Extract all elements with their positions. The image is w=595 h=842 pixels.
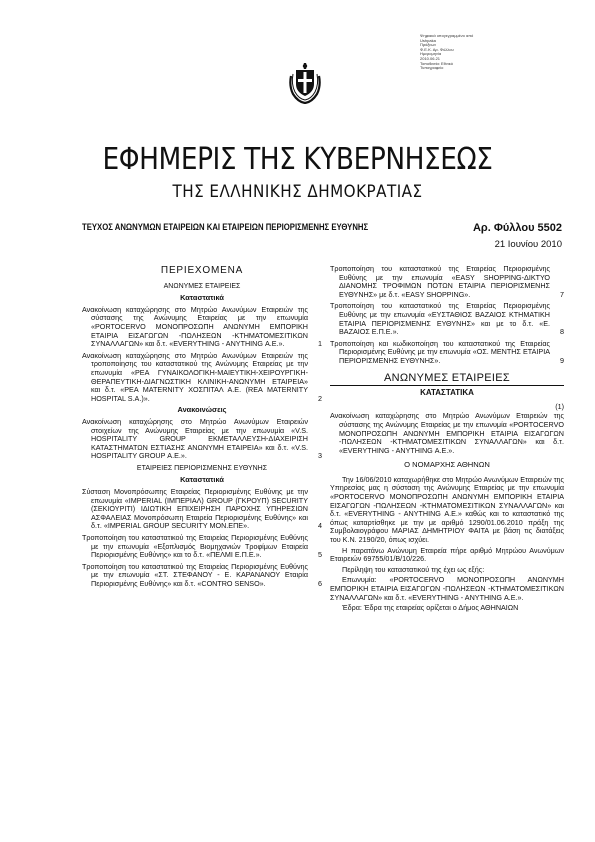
toc-category-ae: ΑΝΩΝΥΜΕΣ ΕΤΑΙΡΕΙΕΣ [163, 282, 241, 290]
toc-entry-page: 7 [560, 289, 564, 299]
section-title: ΑΝΩΝΥΜΕΣ ΕΤΑΙΡΕΙΕΣ [383, 371, 511, 384]
stamp-line: Τοποθεσία: Εθνικό [420, 60, 453, 66]
table-of-contents-left [82, 265, 322, 592]
toc-entry-text: Ανακοίνωση καταχώρησης στο Μητρώο Ανωνύμων Εταιρειών στοιχείων της Ανώνυμης Εταιρείας με την επωνυμία «V.S. HOSPITALITY GROUP ΕΚΜΕΤΑΛΛΕΥΣΗ-ΔΙΑΧΕΙΡΙΣΗ ΚΑΤΑΣΤΗΜΑΤΩΝ ΕΣΤΙΑΣΗΣ ΑΝΩΝΥΜΗ ΕΤΑΙΡΕΙΑ» και δ.τ. «V.S. HOSPITALITY GROUP Α.Ε.». [82, 416, 308, 461]
issue-date: 21 Ιουνίου 2010 [494, 239, 562, 250]
stamp-line: Τυπογραφείο [420, 65, 444, 71]
toc-subcategory-statutes: Καταστατικά [180, 293, 224, 303]
toc-subcategory-statutes-epe: Καταστατικά [180, 475, 224, 485]
series-label: ΤΕΥΧΟΣ ΑΝΩΝΥΜΩΝ ΕΤΑΙΡΕΙΩΝ ΚΑΙ ΕΤΑΙΡΕΙΩΝ ΠΕΡΙΟΡΙΣΜΕΝΗΣ ΕΥΘΥΝΗΣ [82, 222, 369, 232]
toc-category-epe: ΕΤΑΙΡΕΙΕΣ ΠΕΡΙΟΡΙΣΜΕΝΗΣ ΕΥΘΥΝΗΣ [136, 464, 268, 472]
notice-number: (1) [555, 401, 564, 411]
gazette-subtitle: ΤΗΣ ΕΛΛΗΝΙΚΗΣ ΔΗΜΟΚΡΑΤΙΑΣ [172, 182, 423, 201]
toc-entry-page: 5 [318, 550, 322, 560]
toc-entry[interactable] [82, 418, 322, 461]
toc-entry-text: Τροποποίηση του καταστατικού της Εταιρείας Περιορισμένης Ευθύνης με την επωνυμία «ΣΤ. ΣΤΕΦΑΝΟΥ - Ε. ΚΑΡΑΝΑΝΟΥ Εταιρία Περιορισμένης Ευθύνης» και δ.τ. «CONTRO SENSO». [82, 561, 308, 588]
notice-title: Ανακοίνωση καταχώρησης στο Μητρώο Ανωνύμων Εταιρειών της σύστασης της Ανώνυμης Εταιρείας με την επωνυμία «PORTOCERVO ΜΟΝΟΠΡΟΣΩΠΗ ΑΝΩΝΥΜΗ ΕΜΠΟΡΙΚΗ ΕΤΑΙΡΙΑ ΕΙΣΑΓΩΓΩΝ -ΠΩΛΗΣΕΩΝ -ΚΤΗΜΑΤΟΜΕΣΙΤΙΚΩΝ ΣΥΝΑΛΛΑΓΩΝ» και δ.τ. «EVERYTHING - ANYTHING Α.Ε.». [330, 411, 564, 455]
toc-entry-page: 8 [560, 327, 564, 337]
greek-coat-of-arms-icon [287, 62, 323, 104]
stamp-line: Πράξεων [420, 42, 437, 48]
stamp-line: Ushpaka [420, 37, 436, 43]
toc-entry-text: Τροποποίηση του καταστατικού της Εταιρείας Περιορισμένης Ευθύνης με την επωνυμία «ΕΥΣΤΑΘΙΟΣ ΒΑΖΑΙΟΣ ΚΤΗΜΑΤΙΚΗ ΕΤΑΙΡΙΑ ΠΕΡΙΟΡΙΣΜΕΝΗΣ ΕΥΘΥΝΗΣ» και με το δ.τ. «Ε. ΒΑΖΑΙΟΣ Ε.Π.Ε.». [330, 301, 550, 337]
toc-entry-page: 2 [318, 393, 322, 403]
toc-entry-page: 1 [318, 339, 322, 349]
sheet-number: Αρ. Φύλλου 5502 [472, 222, 562, 234]
toc-entry[interactable] [82, 352, 322, 404]
stamp-line: Ψηφιακά υπογεγραμμένο από [420, 33, 474, 38]
notice-paragraph: Την 16/06/2010 καταχωρήθηκε στο Μητρώο Ανωνύμων Εταιρειών της Υπηρεσίας μας η σύσταση της Ανώνυμης Εταιρείας με την επωνυμία «PORTOCERVO ΜΟΝΟΠΡΟΣΩΠΗ ΑΝΩΝΥΜΗ ΕΜΠΟΡΙΚΗ ΕΤΑΙΡΙΑ ΕΙΣΑΓΩΓΩΝ -ΠΩΛΗΣΕΩΝ -ΚΤΗΜΑΤΟΜΕΣΙΤΙΚΩΝ ΣΥΝΑΛΛΑΓΩΝ» και δ.τ. «EVERYTHING - ANYTHING Α.Ε.» καθώς και το καταστατικό της όπως καταρτίσθηκε με την με αριθμό 1290/01.06.2010 πράξη της Συμβολαιογράφου ΜΑΡΙΑΣ ΔΗΜΗΤΡΙΟΥ ΦΑΙΤΑ με βάση τις διατάξεις του Κ.Ν. 2190/20, όπως ισχύει. [330, 474, 564, 545]
notice-paragraph: Η παρατάνω Ανώνυμη Εταιρεία πήρε αριθμό Μητρώου Ανωνύμων Εταιρειών 69755/01/Β/10/226. [330, 545, 564, 564]
notice-paragraph: Επωνυμία: «PORTOCERVO ΜΟΝΟΠΡΟΣΩΠΗ ΑΝΩΝΥΜΗ ΕΜΠΟΡΙΚΗ ΕΤΑΙΡΙΑ ΕΙΣΑΓΩΓΩΝ -ΠΩΛΗΣΕΩΝ -ΚΤΗΜΑΤΟΜΕΣΙΤΙΚΩΝ ΣΥΝΑΛΛΑΓΩΝ» και δ.τ. «EVERYTHING - ANYTHING Α.Ε.». [330, 575, 564, 602]
right-column [330, 265, 564, 615]
stamp-line: 2010.06.21 [420, 55, 441, 61]
section-divider [330, 385, 564, 386]
toc-entry[interactable] [82, 534, 322, 560]
toc-entry[interactable] [82, 306, 322, 349]
toc-entry-page: 9 [560, 355, 564, 365]
stamp-line: Ημερομηνία [420, 51, 442, 57]
toc-entry-text: Ανακοίνωση καταχώρησης στο Μητρώο Ανωνύμων Εταιρειών της τροποποίησης του καταστατικού της Ανώνυμης Εταιρείας με την επωνυμία «ΡΕΑ ΓΥΝΑΙΚΟΛΟΓΙΚΗ-ΜΑΙΕΥΤΙΚΗ-ΧΕΙΡΟΥΡΓΙΚΗ-ΘΕΡΑΠΕΥΤΙΚΗ-ΔΙΑΓΝΩΣΤΙΚΗ ΚΛΙΝΙΚΗ-ΑΝΩΝΥΜΗ ΕΤΑΙΡΕΙΑ» και δ.τ. «ΡΕΑ MATERNITY ΧΟΣΠΙΤΑΛ Α.Ε. (REA MATERNITY HOSPITAL S.A.)». [82, 350, 308, 403]
notice-paragraph: Έδρα: Έδρα της εταιρείας ορίζεται ο Δήμος ΑΘΗΝΑΙΩΝ [342, 603, 519, 613]
notice-paragraph: Περίληψη του καταστατικού της έχει ως εξής: [342, 564, 485, 574]
stamp-line: Φ.Ε.Κ. Αρ. Φύλλου [420, 46, 454, 52]
toc-entry[interactable] [82, 488, 322, 531]
toc-entry-page: 4 [318, 521, 322, 531]
digital-signature-stamp [420, 34, 490, 71]
toc-entry[interactable] [330, 302, 564, 336]
toc-title: ΠΕΡΙΕΧΟΜΕΝΑ [160, 265, 244, 276]
toc-entry-text: Τροποποίηση και κωδικοποίηση του καταστατικού της Εταιρείας Περιορισμένης Ευθύνης με την επωνυμία «ΟΣ. ΜΕΝΤΗΣ ΕΤΑΙΡΙΑ ΠΕΡΙΟΡΙΣΜΕΝΗΣ ΕΥΘΥΝΗΣ». [330, 338, 550, 365]
toc-entry-text: Τροποποίηση του καταστατικού της Εταιρείας Περιορισμένης Ευθύνης με την επωνυμία «Εξοπλισμός Βιομηχανιών Τροφίμων Εταιρεία Περιορισμένης Ευθύνης» και το δ.τ. «ΠΕΛΜΙ Ε.Π.Ε.». [82, 533, 308, 560]
section-subtitle: ΚΑΤΑΣΤΑΤΙΚΑ [420, 388, 474, 398]
toc-entry-page: 6 [318, 579, 322, 588]
toc-entry-page: 3 [318, 451, 322, 461]
toc-entry[interactable] [330, 265, 564, 299]
toc-subcategory-announcements: Ανακοινώσεις [177, 405, 227, 415]
toc-entry[interactable] [330, 340, 564, 366]
toc-entry-text: Σύσταση Μονοπρόσωπης Εταιρείας Περιορισμένης Ευθύνης με την επωνυμία «IMPERIAL (ΙΜΠΕΡΙΑΛ) GROUP (ΓΚΡΟΥΠ) SECURITY (ΣΕΚΙΟΥΡΙΤΙ) ΙΔΙΩΤΙΚΗ ΕΠΙΧΕΙΡΗΣΗ ΠΑΡΟΧΗΣ ΥΠΗΡΕΣΙΩΝ ΑΣΦΑΛΕΙΑΣ Μονοπρόσωπη Εταιρεία Περιορισμένης Ευθύνης» και δ.τ. «IMPERIAL GROUP SECURITY ΜΟΝ.ΕΠΕ». [82, 487, 308, 531]
toc-entry[interactable] [82, 563, 322, 589]
gazette-title: ΕΦΗΜΕΡΙΣ ΤΗΣ ΚΥΒΕΡΝΗΣΕΩΣ [102, 142, 493, 177]
issuing-authority: Ο ΝΟΜΑΡΧΗΣ ΑΘΗΝΩΝ [404, 460, 490, 470]
toc-entry-text: Ανακοίνωση καταχώρησης στο Μητρώο Ανωνύμων Εταιρειών της σύστασης της Ανώνυμης Εταιρείας με την επωνυμία «PORTOCERVO ΜΟΝΟΠΡΟΣΩΠΗ ΑΝΩΝΥΜΗ ΕΜΠΟΡΙΚΗ ΕΤΑΙΡΙΑ ΕΙΣΑΓΩΓΩΝ -ΠΩΛΗΣΕΩΝ -ΚΤΗΜΑΤΟΜΕΣΙΤΙΚΩΝ ΣΥΝΑΛΛΑΓΩΝ» και δ.τ. «EVERYTHING - ANYTHING Α.Ε.». [82, 304, 308, 349]
toc-entry-text: Τροποποίηση του καταστατικού της Εταιρείας Περιορισμένης Ευθύνης με την επωνυμία «EASY SHOPPING-ΔΙΚΤΥΟ ΔΙΑΝΟΜΗΣ ΤΡΟΦΙΜΩΝ ΠΟΤΩΝ ΕΤΑΙΡΙΑ ΠΕΡΙΟΡΙΣΜΕΝΗΣ ΕΥΘΥΝΗΣ» με δ.τ. «EASY SHOPPING». [330, 264, 550, 299]
